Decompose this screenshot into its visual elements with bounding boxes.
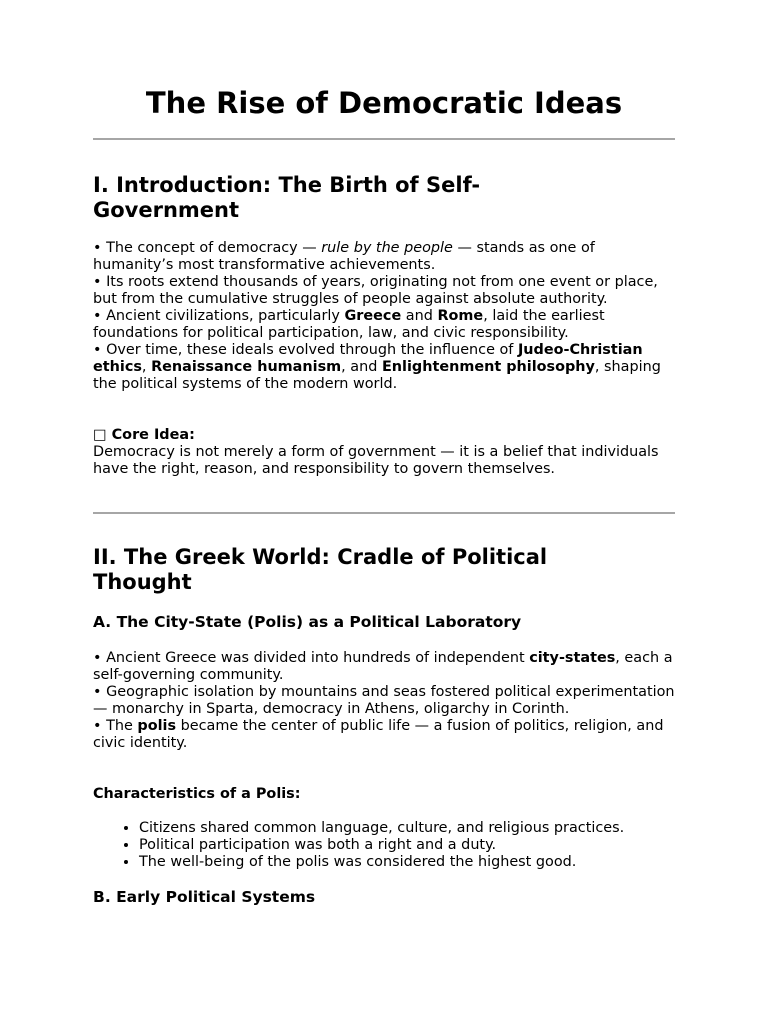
bullet-item: • The polis became the center of public life — a fusion of politics, religion, and civic identity. xyxy=(93,718,664,751)
section-heading-line1: I. Introduction: The Birth of Self- xyxy=(93,173,481,197)
characteristics-label: Characteristics of a Polis: xyxy=(93,786,301,802)
page-title: The Rise of Democratic Ideas xyxy=(145,86,623,120)
core-idea-text: Democracy is not merely a form of government — it is a belief that individuals have the right, reason, and responsibility to govern themselves. xyxy=(93,444,659,477)
intro-bullets xyxy=(93,240,675,393)
bullet-item: • Ancient civilizations, particularly Greece and Rome, laid the earliest foundations for political participation, law, and civic responsibility. xyxy=(93,308,605,341)
list-item: • The well-being of the polis was considered the highest good. xyxy=(139,854,675,871)
core-idea-label: Core Idea: xyxy=(111,427,195,443)
list-item: • Citizens shared common language, culture, and religious practices. xyxy=(139,820,675,837)
bullet-item: • The concept of democracy — rule by the people — stands as one of humanity’s most transformative achievements. xyxy=(93,240,595,273)
subsection-heading: A. The City-State (Polis) as a Political Laboratory xyxy=(93,613,522,631)
subsection-heading: B. Early Political Systems xyxy=(93,888,316,906)
section-introduction xyxy=(93,173,675,223)
section-heading-line1: II. The Greek World: Cradle of Political xyxy=(93,545,548,569)
polis-bullets xyxy=(93,650,675,752)
intro-paragraph xyxy=(93,240,675,393)
section-greek-world xyxy=(93,545,675,595)
checkbox-icon: □ xyxy=(93,427,107,443)
divider xyxy=(93,512,675,514)
characteristics-block xyxy=(93,786,675,803)
bullet-item: • Over time, these ideals evolved through the influence of Judeo-Christian ethics, Renaissance humanism, and Enlightenment philosophy, shaping the political systems of the modern world. xyxy=(93,342,661,392)
subsection-b xyxy=(93,887,675,907)
list-item: • Political participation was both a right and a duty. xyxy=(139,837,675,854)
section-heading xyxy=(93,173,675,223)
divider xyxy=(93,138,675,140)
bullet-item: • Its roots extend thousands of years, originating not from one event or place, but from the cumulative struggles of people against absolute authority. xyxy=(93,274,658,307)
section-heading xyxy=(93,545,675,595)
core-idea-block xyxy=(93,427,675,478)
section-heading-line2: Thought xyxy=(93,570,192,594)
bullet-item: • Geographic isolation by mountains and seas fostered political experimentation — monarchy in Sparta, democracy in Athens, oligarchy in Corinth. xyxy=(93,684,675,717)
bullet-item: • Ancient Greece was divided into hundreds of independent city-states, each a self-governing community. xyxy=(93,650,673,683)
subsection-a xyxy=(93,612,675,632)
characteristics-list xyxy=(93,820,675,871)
section-heading-line2: Government xyxy=(93,198,240,222)
